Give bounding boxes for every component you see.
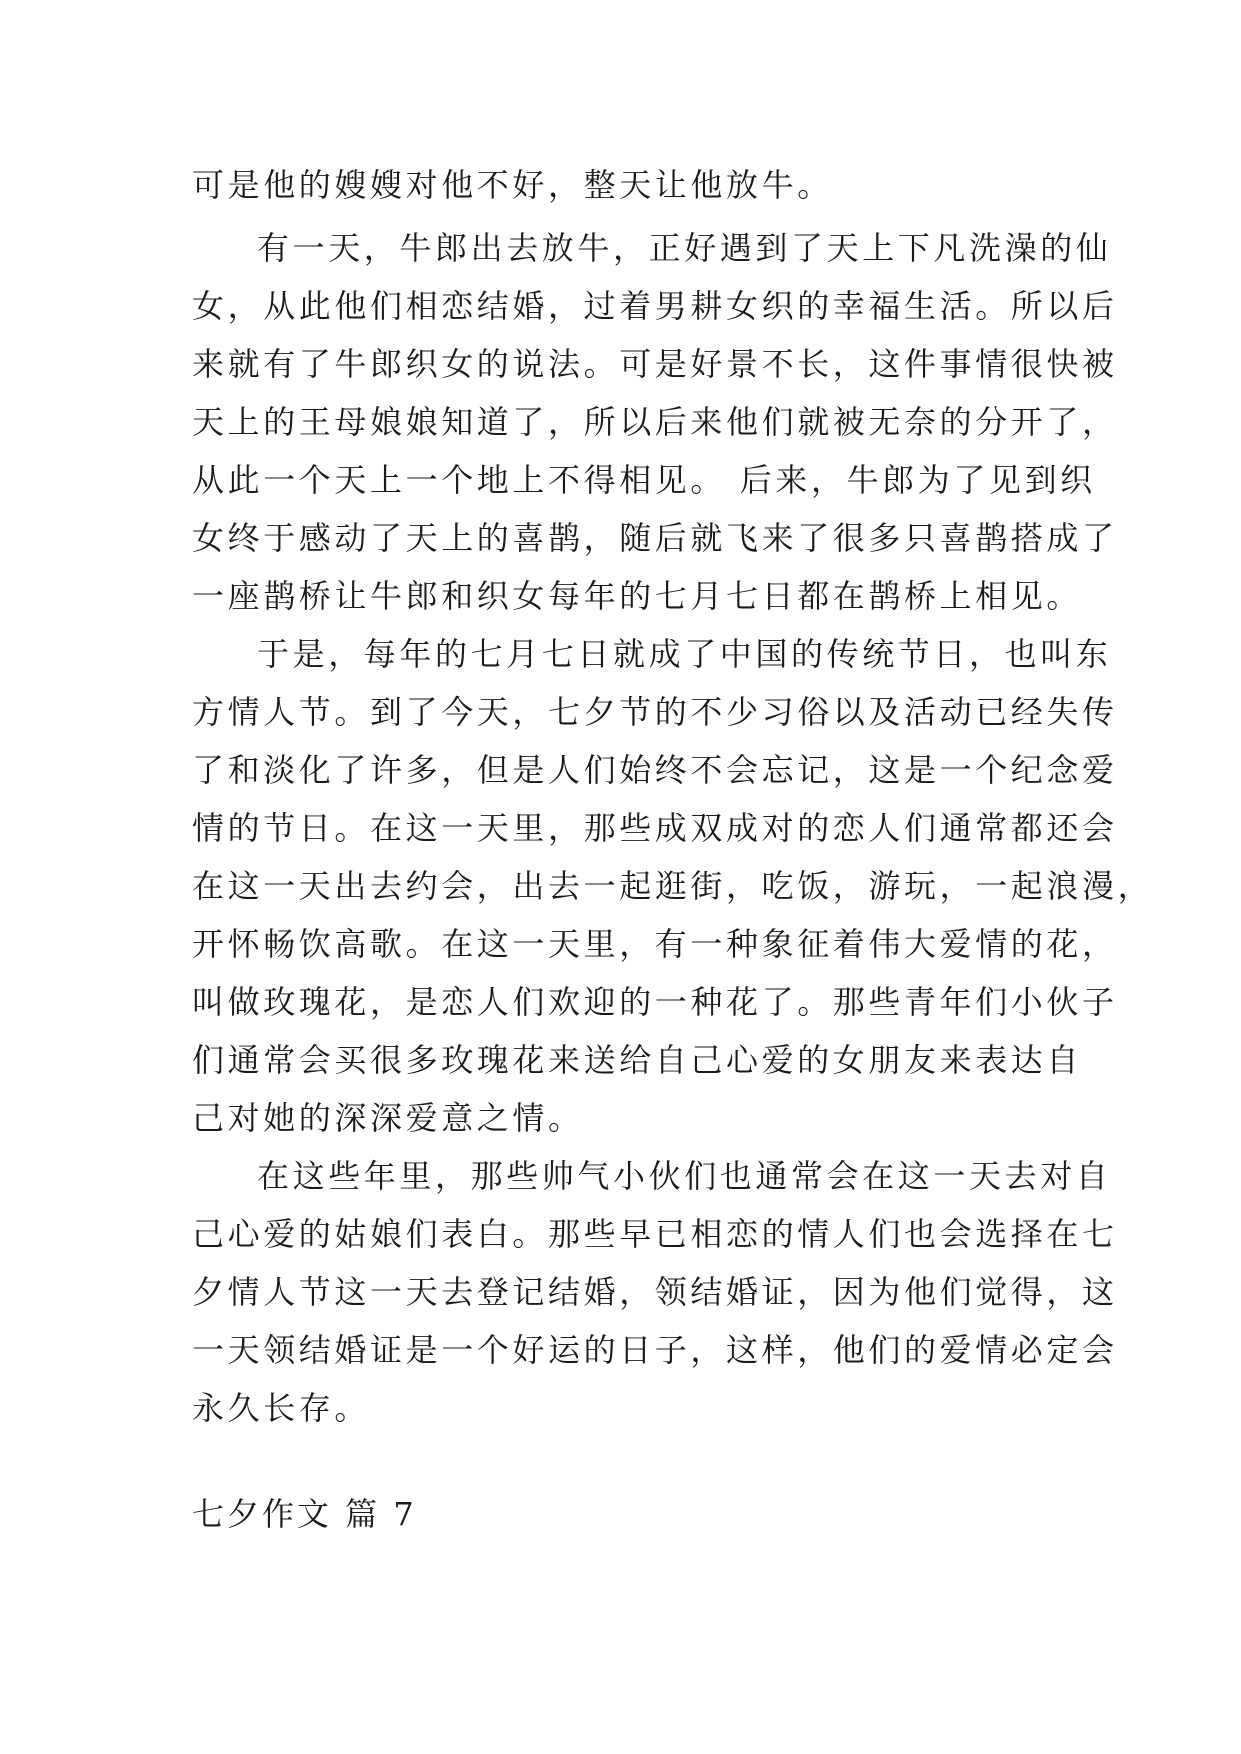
text-line: 夕情人节这一天去登记结婚，领结婚证，因为他们觉得，这	[192, 1273, 1118, 1311]
text-line: 在这一天出去约会，出去一起逛街，吃饭，游玩，一起浪漫，	[192, 867, 1154, 905]
text-line: 了和淡化了许多，但是人们始终不会忘记，这是一个纪念爱	[192, 751, 1118, 789]
text-line: 可是他的嫂嫂对他不好，整天让他放牛。	[192, 166, 833, 204]
paragraph-first-line: 于是，每年的七月七日就成了中国的传统节日，也叫东	[257, 635, 1112, 673]
text-line: 方情人节。到了今天，七夕节的不少习俗以及活动已经失传	[192, 693, 1118, 731]
text-line: 一天领结婚证是一个好运的日子，这样，他们的爱情必定会	[192, 1331, 1118, 1369]
text-line: 己心爱的姑娘们表白。那些早已相恋的情人们也会选择在七	[192, 1215, 1118, 1253]
paragraph-first-line: 有一天，牛郎出去放牛，正好遇到了天上下凡洗澡的仙	[257, 229, 1112, 267]
text-line: 女，从此他们相恋结婚，过着男耕女织的幸福生活。所以后	[192, 287, 1118, 325]
text-line: 叫做玫瑰花，是恋人们欢迎的一种花了。那些青年们小伙子	[192, 983, 1118, 1021]
text-line: 女终于感动了天上的喜鹊，随后就飞来了很多只喜鹊搭成了	[192, 519, 1118, 557]
text-line: 一座鹊桥让牛郎和织女每年的七月七日都在鹊桥上相见。	[192, 577, 1083, 615]
text-line: 从此一个天上一个地上不得相见。 后来，牛郎为了见到织	[192, 461, 1096, 499]
text-line: 情的节日。在这一天里，那些成双成对的恋人们通常都还会	[192, 809, 1118, 847]
text-line: 己对她的深深爱意之情。	[192, 1099, 584, 1137]
text-line: 天上的王母娘娘知道了，所以后来他们就被无奈的分开了，	[192, 403, 1118, 441]
text-line: 来就有了牛郎织女的说法。可是好景不长，这件事情很快被	[192, 345, 1118, 383]
text-line: 开怀畅饮高歌。在这一天里，有一种象征着伟大爱情的花，	[192, 925, 1118, 963]
section-heading: 七夕作文 篇 7	[192, 1495, 417, 1533]
text-line: 们通常会买很多玫瑰花来送给自己心爱的女朋友来表达自	[192, 1041, 1083, 1079]
paragraph-first-line: 在这些年里，那些帅气小伙们也通常会在这一天去对自	[257, 1157, 1112, 1195]
text-line: 永久长存。	[192, 1389, 371, 1427]
